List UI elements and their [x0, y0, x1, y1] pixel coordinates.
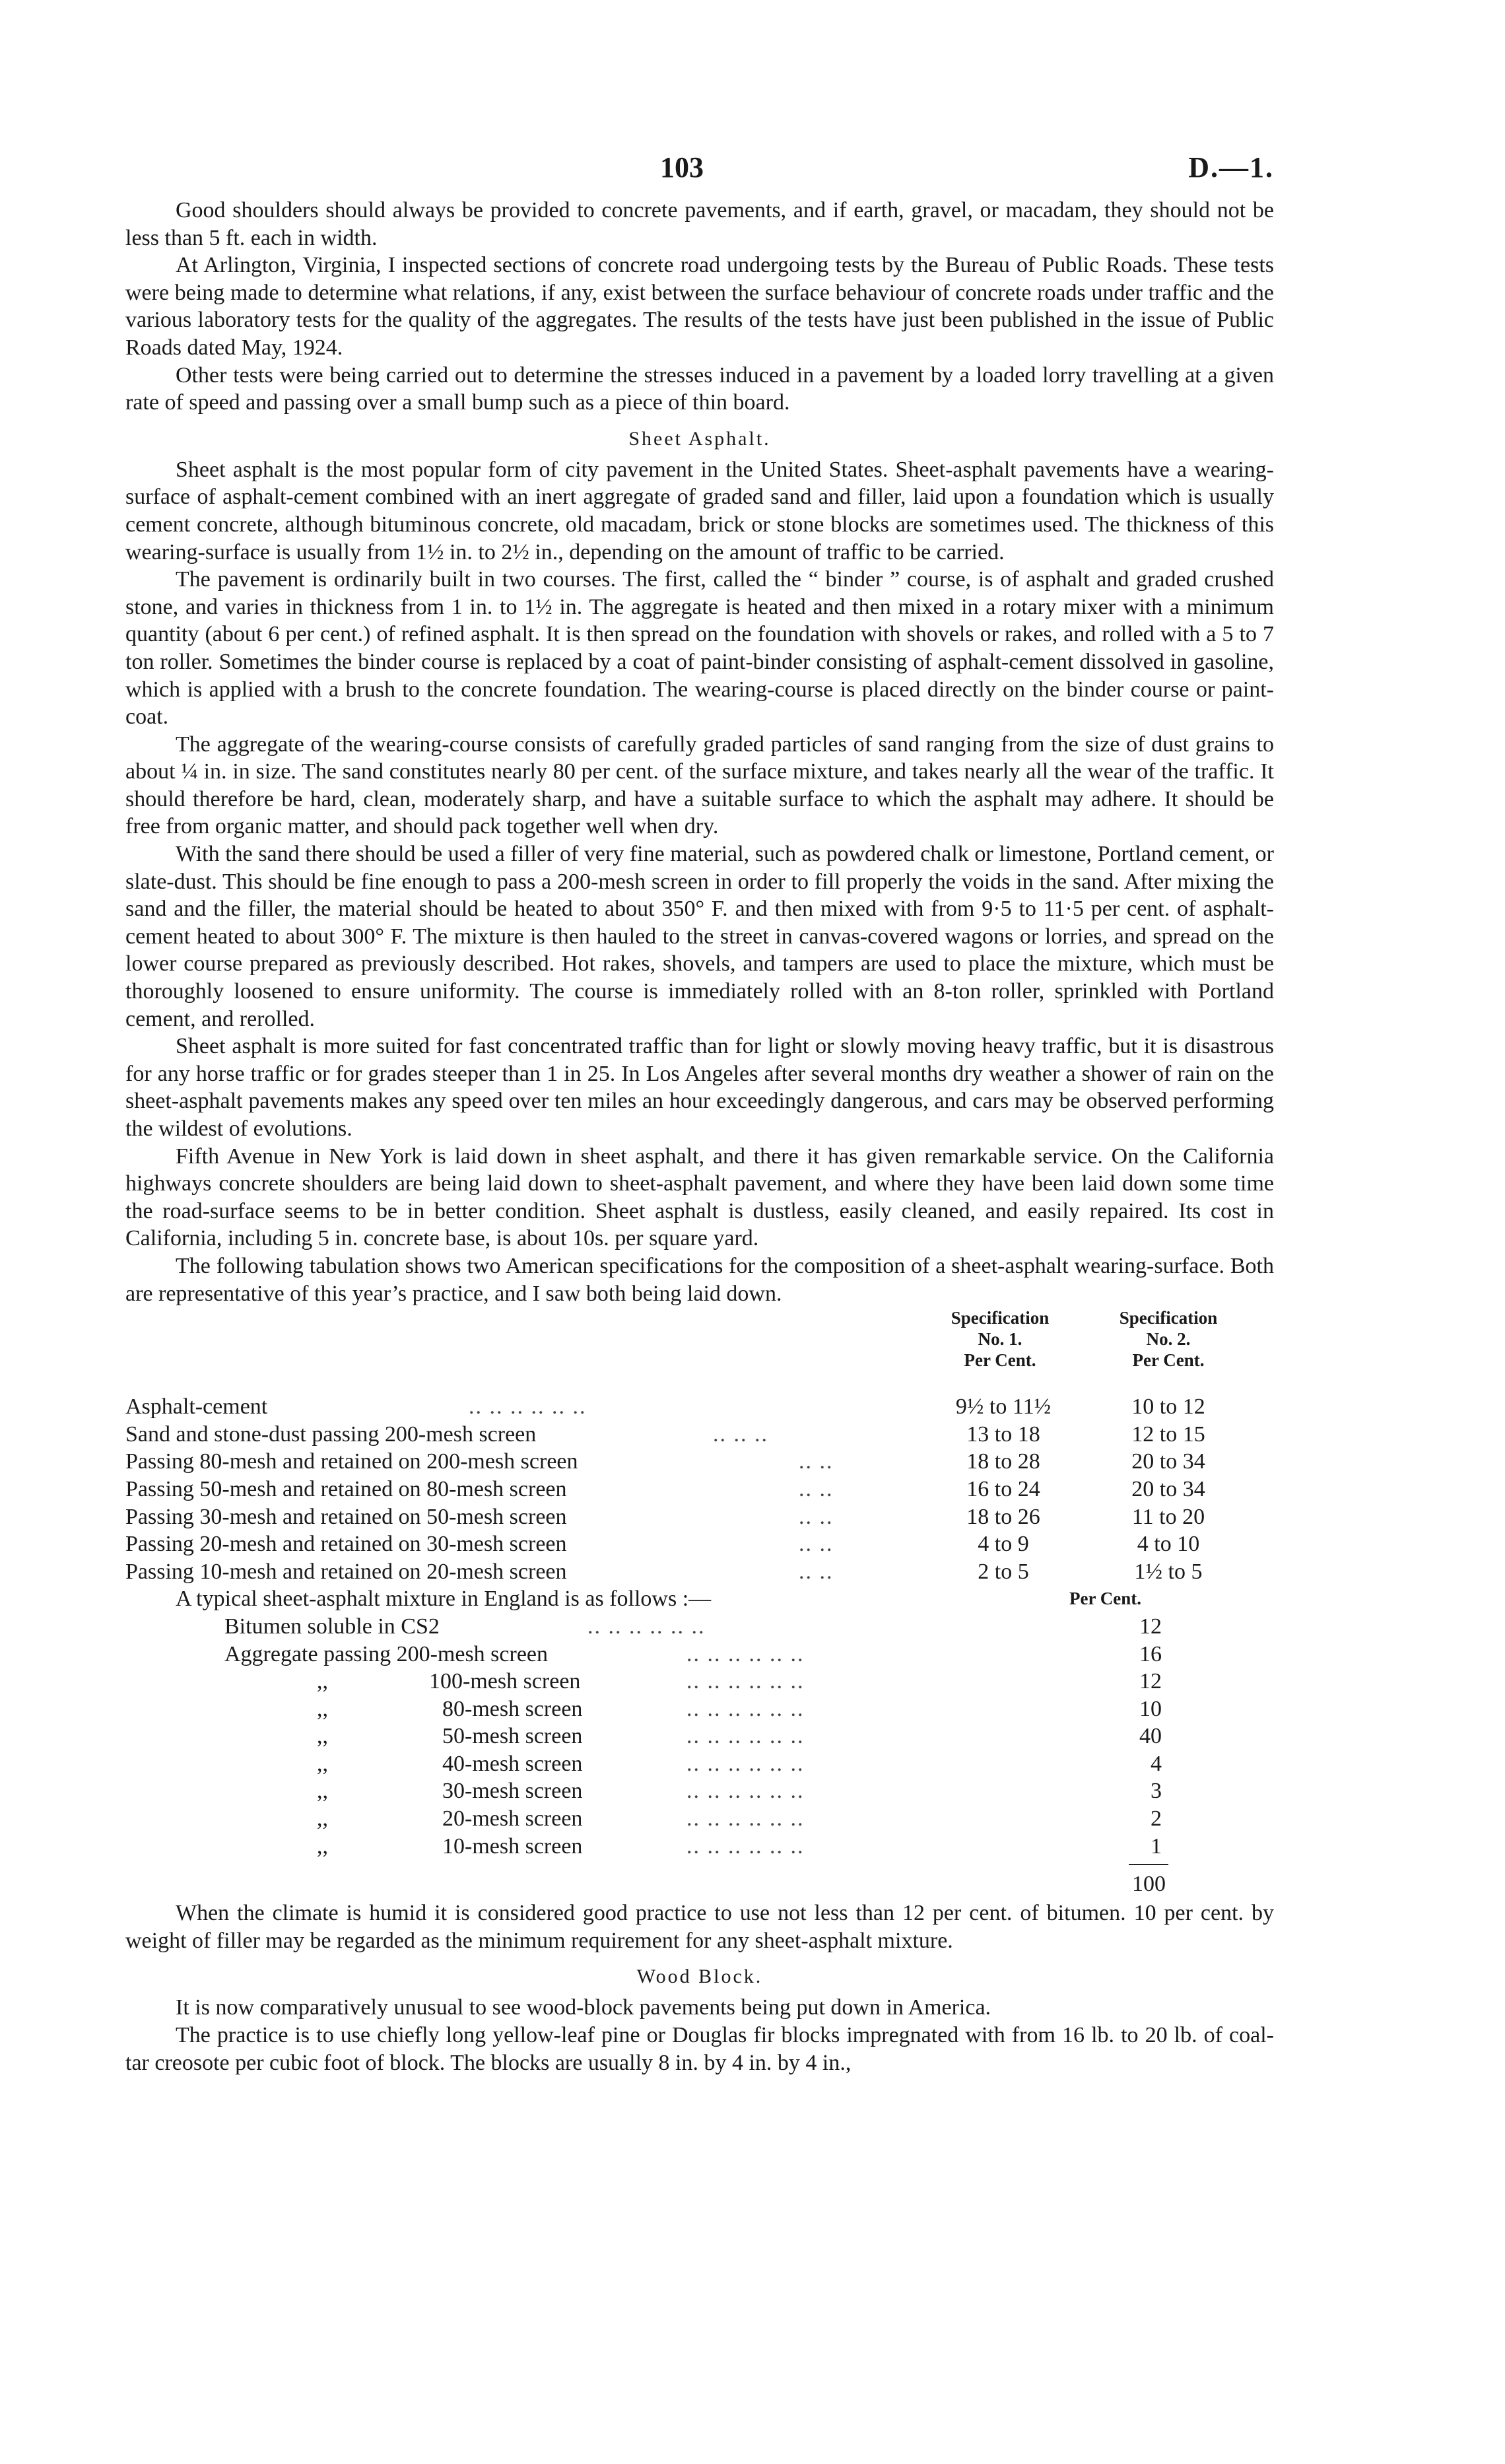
spec-2-header: Specification No. 2. Per Cent.	[1119, 1308, 1218, 1371]
england-mixture-intro: A typical sheet-asphalt mixture in England is as follows :— Per Cent.	[125, 1585, 1274, 1613]
paragraph: When the climate is humid it is considered good practice to use not less than 12 per cent. of bitumen. 10 per cent. by weight of filler may be regarded as the minimum requirement for any sheet-asphalt mixture.	[125, 1901, 1274, 1953]
paragraph: Sheet asphalt is more suited for fast concentrated traffic than for light or slowly moving heavy traffic, but it is disastrous for any horse traffic or for grades steeper than 1 in 25. In Los Angeles after several months dry weather a shower of rain on the sheet-asphalt pavements makes any speed over ten miles an hour exceedingly dangerous, and cars may be observed performing the wildest of evolutions.	[125, 1034, 1274, 1141]
paragraph: The aggregate of the wearing-course consists of carefully graded particles of sand ranging from the size of dust grains to about ¼ in. in size. The sand constitutes nearly 80 per cent. of the surface mixture, and takes nearly all the wear of the traffic. It should therefore be hard, clean, moderately sharp, and have a suitable surface to which the asphalt may adhere. It should be free from organic matter, and should pack together well when dry.	[125, 732, 1274, 839]
total-rule	[1129, 1864, 1168, 1865]
paragraph: Sheet asphalt is the most popular form of city pavement in the United States. Sheet-asphalt pavements have a wearing-surface of asphalt-cement combined with an inert aggregate of graded sand and filler, laid upon a foundation which is usually cement concrete, although bituminous concrete, old macadam, brick or stone blocks are sometimes used. The thickness of this wearing-surface is usually from 1½ in. to 2½ in., depending on the amount of traffic to be carried.	[125, 457, 1274, 565]
list-item: ,, 30-mesh screen .. .. .. .. .. .. 3	[317, 1779, 1162, 1804]
paragraph: Other tests were being carried out to determine the stresses induced in a pavement by a loaded lorry travelling at a given rate of speed and passing over a small bump such as a piece of thin board.	[125, 362, 1274, 415]
table-row: Passing 30-mesh and retained on 50-mesh screen .. .. 18 to 26 11 to 20	[125, 1504, 1205, 1529]
paragraph: The following tabulation shows two American specifications for the composition of a sheet-asphalt wearing-surface. Both are representative of this year’s practice, and I saw both being laid down.	[125, 1253, 1274, 1306]
list-item: ,, 40-mesh screen .. .. .. .. .. .. 4	[317, 1751, 1162, 1776]
percent-column-header: Per Cent.	[1069, 1589, 1141, 1609]
list-item: ,, 100-mesh screen .. .. .. .. .. .. 12	[317, 1669, 1162, 1694]
table-row: Passing 80-mesh and retained on 200-mesh screen .. .. 18 to 28 20 to 34	[125, 1449, 1205, 1474]
paragraph: Fifth Avenue in New York is laid down in sheet asphalt, and there it has given remarkable service. On the California highways concrete shoulders are being laid down to sheet-asphalt pavement, and where they have been laid down some time the road-surface seems to be in better condition. Sheet asphalt is dustless, easily cleaned, and easily repaired. Its cost in California, including 5 in. concrete base, is about 10s. per square yard.	[125, 1144, 1274, 1251]
england-mixture-table	[125, 1585, 1274, 1899]
table-row: Passing 20-mesh and retained on 30-mesh screen .. .. 4 to 9 4 to 10	[125, 1532, 1200, 1557]
list-item: ,, 20-mesh screen .. .. .. .. .. .. 2	[317, 1806, 1162, 1831]
specification-table-header	[125, 1307, 1274, 1393]
mixture-total	[125, 1860, 1274, 1899]
list-item: Aggregate passing 200-mesh screen .. .. .. .. .. .. 16	[224, 1641, 1162, 1666]
table-row: Asphalt-cement .. .. .. .. .. .. 9½ to 11½ 10 to 12	[125, 1394, 1205, 1420]
document-page	[125, 151, 1274, 2076]
list-item: ,, 50-mesh screen .. .. .. .. .. .. 40	[317, 1724, 1162, 1749]
page-header	[125, 151, 1274, 197]
paragraph: It is now comparatively unusual to see wood-block pavements being put down in America.	[176, 1995, 991, 2020]
paragraph: The pavement is ordinarily built in two courses. The first, called the “ binder ” course, is of asphalt and graded crushed stone, and varies in thickness from 1 in. to 1½ in. The aggregate is heated and then mixed in a rotary mixer with a minimum quantity (about 6 per cent.) of refined asphalt. It is then spread on the foundation with shovels or rakes, and rolled with a 5 to 7 ton roller. Sometimes the binder course is replaced by a coat of paint-binder consisting of asphalt-cement dissolved in gasoline, which is applied with a brush to the concrete foundation. The wearing-course is placed directly on the binder course or paint-coat.	[125, 567, 1274, 730]
paragraph: At Arlington, Virginia, I inspected sections of concrete road undergoing tests by the Bureau of Public Roads. These tests were being made to determine what relations, if any, exist between the surface behaviour of concrete roads under traffic and the various laboratory tests for the quality of the aggregates. The results of the tests have just been published in the issue of Public Roads dated May, 1924.	[125, 253, 1274, 360]
list-item: Bitumen soluble in CS2 .. .. .. .. .. .. 12	[224, 1614, 1162, 1639]
table-row: Sand and stone-dust passing 200-mesh screen .. .. .. 13 to 18 12 to 15	[125, 1421, 1205, 1447]
list-item: ,, 10-mesh screen .. .. .. .. .. .. 1	[317, 1833, 1162, 1859]
paragraph: With the sand there should be used a filler of very fine material, such as powdered chalk or limestone, Portland cement, or slate-dust. This should be fine enough to pass a 200-mesh screen in order to fill properly the voids in the sand. After mixing the sand and the filler, the material should be heated to about 350° F. and then mixed with from 9·5 to 11·5 per cent. of asphalt-cement heated to about 300° F. The mixture is then hauled to the street in canvas-covered wagons or lorries, and spread on the lower course prepared as previously described. Hot rakes, shovels, and tampers are used to place the mixture, which must be thoroughly loosened to ensure uniformity. The course is immediately rolled with an 8-ton roller, sprinkled with Portland cement, and rerolled.	[125, 842, 1274, 1031]
table-row: Passing 50-mesh and retained on 80-mesh screen .. .. 16 to 24 20 to 34	[125, 1476, 1205, 1501]
specification-table	[125, 1307, 1274, 1585]
paragraph: Good shoulders should always be provided to concrete pavements, and if earth, gravel, or macadam, they should not be less than 5 ft. each in width.	[125, 198, 1274, 250]
mixture-total-value: 100	[1132, 1872, 1166, 1897]
section-heading-wood-block: Wood Block.	[636, 1966, 763, 1988]
spec-1-header: Specification No. 1. Per Cent.	[951, 1308, 1050, 1371]
list-item: ,, 80-mesh screen .. .. .. .. .. .. 10	[317, 1696, 1162, 1721]
paragraph: The practice is to use chiefly long yellow-leaf pine or Douglas fir blocks impregnated with from 16 lb. to 20 lb. of coal-tar creosote per cubic foot of block. The blocks are usually 8 in. by 4 in. by 4 in.,	[125, 2023, 1274, 2075]
document-reference: D.—1.	[1188, 151, 1274, 184]
table-row: Passing 10-mesh and retained on 20-mesh screen .. .. 2 to 5 1½ to 5	[125, 1559, 1203, 1584]
section-heading-sheet-asphalt: Sheet Asphalt.	[628, 427, 771, 450]
page-number: 103	[660, 151, 704, 184]
